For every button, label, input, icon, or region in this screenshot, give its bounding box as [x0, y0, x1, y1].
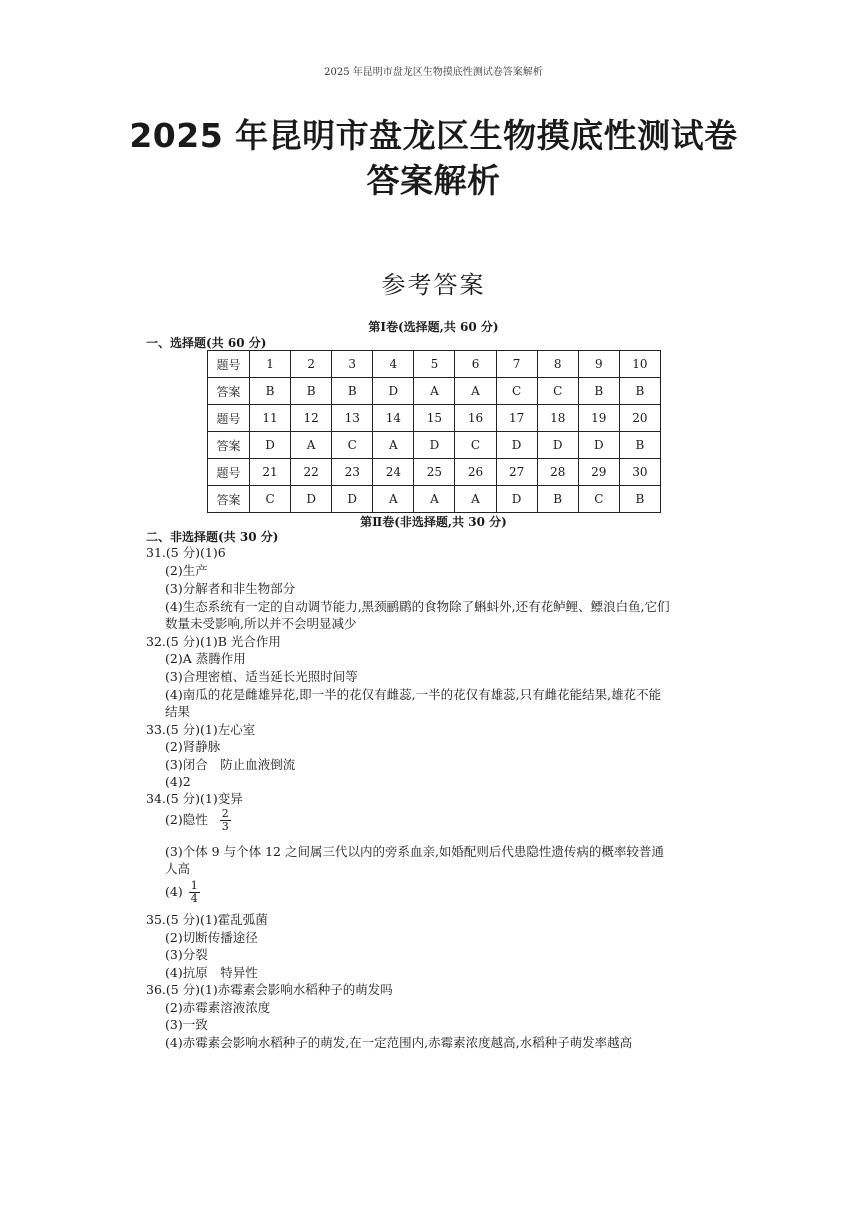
- answer-cell: B: [250, 378, 291, 405]
- q33-line-4: (4)2: [165, 774, 191, 789]
- answer-cell: B: [619, 486, 660, 513]
- q34-line-5: [165, 880, 200, 905]
- question-number-cell: 16: [455, 405, 496, 432]
- row-header-cell: 答案: [208, 432, 250, 459]
- q32-line-5: 结果: [165, 704, 191, 719]
- question-number-cell: 6: [455, 351, 496, 378]
- q36-line-3: (3)一致: [165, 1017, 208, 1032]
- q34-line-3: (3)个体 9 与个体 12 之间属三代以内的旁系血亲,如婚配则后代患隐性遗传病的概率较普通: [165, 844, 664, 859]
- q34-line-2: [165, 808, 231, 833]
- volume-2-heading: 第Ⅱ卷(非选择题,共 30 分): [360, 515, 507, 529]
- table-number-row: [208, 405, 661, 432]
- q34-line-4: 人高: [165, 861, 191, 876]
- row-header-cell: 答案: [208, 378, 250, 405]
- row-header-cell: 题号: [208, 405, 250, 432]
- answer-cell: C: [250, 486, 291, 513]
- question-number-cell: 21: [250, 459, 291, 486]
- q31-line-4: (4)生态系统有一定的自动调节能力,黑颈鹂鹛的食物除了蝌蚪外,还有花鲈鲤、鳔浪白鱼,它们: [165, 599, 670, 614]
- answer-cell: B: [619, 378, 660, 405]
- row-header-cell: 题号: [208, 351, 250, 378]
- answer-cell: B: [619, 432, 660, 459]
- question-number-cell: 11: [250, 405, 291, 432]
- fraction-one-quarter: [189, 880, 200, 905]
- question-number-cell: 2: [291, 351, 332, 378]
- question-number-cell: 26: [455, 459, 496, 486]
- q34-line-1: 34.(5 分)(1)变异: [146, 791, 243, 806]
- document-title: 2025 年昆明市盘龙区生物摸底性测试卷: [129, 116, 738, 155]
- row-header-cell: 答案: [208, 486, 250, 513]
- answer-cell: A: [291, 432, 332, 459]
- answer-cell: D: [373, 378, 414, 405]
- answer-cell: D: [578, 432, 619, 459]
- answer-cell: D: [332, 486, 373, 513]
- q35-line-3: (3)分裂: [165, 947, 208, 962]
- question-number-cell: 27: [496, 459, 537, 486]
- question-number-cell: 28: [537, 459, 578, 486]
- q36-line-2: (2)赤霉素溶液浓度: [165, 1000, 271, 1015]
- document-title-line2: 答案解析: [366, 161, 501, 200]
- q35-line-1: 35.(5 分)(1)霍乱弧菌: [146, 912, 268, 927]
- table-answer-row: [208, 432, 661, 459]
- q31-line-3: (3)分解者和非生物部分: [165, 581, 296, 596]
- answer-table: [207, 350, 661, 513]
- answer-cell: C: [455, 432, 496, 459]
- table-number-row: [208, 459, 661, 486]
- fraction-numerator: 1: [190, 879, 198, 892]
- question-number-cell: 22: [291, 459, 332, 486]
- question-number-cell: 5: [414, 351, 455, 378]
- answer-cell: C: [332, 432, 373, 459]
- question-number-cell: 23: [332, 459, 373, 486]
- q33-line-1: 33.(5 分)(1)左心室: [146, 722, 256, 737]
- q35-line-4: (4)抗原 特异性: [165, 965, 258, 980]
- table-answer-row: [208, 486, 661, 513]
- answer-cell: C: [537, 378, 578, 405]
- answer-cell: A: [455, 378, 496, 405]
- question-number-cell: 12: [291, 405, 332, 432]
- question-number-cell: 24: [373, 459, 414, 486]
- answer-cell: A: [373, 486, 414, 513]
- table-number-row: [208, 351, 661, 378]
- question-number-cell: 3: [332, 351, 373, 378]
- answer-cell: B: [291, 378, 332, 405]
- question-number-cell: 10: [619, 351, 660, 378]
- answer-cell: B: [578, 378, 619, 405]
- volume-1-heading: 第Ⅰ卷(选择题,共 60 分): [368, 320, 499, 334]
- question-number-cell: 8: [537, 351, 578, 378]
- q32-line-1: 32.(5 分)(1)B 光合作用: [146, 634, 281, 649]
- q32-line-3: (3)合理密植、适当延长光照时间等: [165, 669, 358, 684]
- question-number-cell: 19: [578, 405, 619, 432]
- fraction-denominator: 3: [221, 820, 229, 833]
- question-number-cell: 20: [619, 405, 660, 432]
- question-number-cell: 17: [496, 405, 537, 432]
- q36-line-4: (4)赤霉素会影响水稻种子的萌发,在一定范围内,赤霉素浓度越高,水稻种子萌发率越高: [165, 1035, 633, 1050]
- fraction-two-thirds: [220, 808, 231, 833]
- section-subtitle: 参考答案: [381, 271, 486, 299]
- q31-line-5: 数量未受影响,所以并不会明显减少: [165, 616, 357, 631]
- section-1-heading: 一、选择题(共 60 分): [146, 336, 267, 350]
- answer-cell: D: [250, 432, 291, 459]
- answer-cell: D: [496, 432, 537, 459]
- q33-line-3: (3)闭合 防止血液倒流: [165, 757, 296, 772]
- answer-cell: D: [414, 432, 455, 459]
- answer-cell: A: [414, 486, 455, 513]
- row-header-cell: 题号: [208, 459, 250, 486]
- answer-cell: C: [578, 486, 619, 513]
- answer-cell: D: [291, 486, 332, 513]
- answer-cell: D: [537, 432, 578, 459]
- fraction-denominator: 4: [190, 892, 198, 905]
- question-number-cell: 1: [250, 351, 291, 378]
- question-number-cell: 7: [496, 351, 537, 378]
- answer-cell: B: [332, 378, 373, 405]
- q33-line-2: (2)肾静脉: [165, 739, 221, 754]
- q36-line-1: 36.(5 分)(1)赤霉素会影响水稻种子的萌发吗: [146, 982, 393, 997]
- answer-cell: A: [455, 486, 496, 513]
- question-number-cell: 9: [578, 351, 619, 378]
- page-header: 2025 年昆明市盘龙区生物摸底性测试卷答案解析: [324, 67, 543, 78]
- question-number-cell: 30: [619, 459, 660, 486]
- question-number-cell: 4: [373, 351, 414, 378]
- answer-cell: D: [496, 486, 537, 513]
- question-number-cell: 18: [537, 405, 578, 432]
- answer-cell: A: [373, 432, 414, 459]
- q32-line-4: (4)南瓜的花是雌雄异花,即一半的花仅有雌蕊,一半的花仅有雄蕊,只有雌花能结果,雄花不能: [165, 687, 662, 702]
- answer-cell: A: [414, 378, 455, 405]
- question-number-cell: 29: [578, 459, 619, 486]
- question-number-cell: 15: [414, 405, 455, 432]
- question-number-cell: 13: [332, 405, 373, 432]
- question-number-cell: 14: [373, 405, 414, 432]
- q31-line-1: 31.(5 分)(1)6: [146, 545, 226, 560]
- q31-line-2: (2)生产: [165, 563, 208, 578]
- answer-cell: C: [496, 378, 537, 405]
- table-answer-row: [208, 378, 661, 405]
- section-2-heading: 二、非选择题(共 30 分): [146, 530, 279, 544]
- q34-line-5-text: (4): [165, 884, 183, 899]
- q35-line-2: (2)切断传播途径: [165, 930, 258, 945]
- answer-cell: B: [537, 486, 578, 513]
- fraction-numerator: 2: [221, 807, 229, 820]
- q34-line-2-text: (2)隐性: [165, 812, 208, 827]
- question-number-cell: 25: [414, 459, 455, 486]
- q32-line-2: (2)A 蒸腾作用: [165, 651, 246, 666]
